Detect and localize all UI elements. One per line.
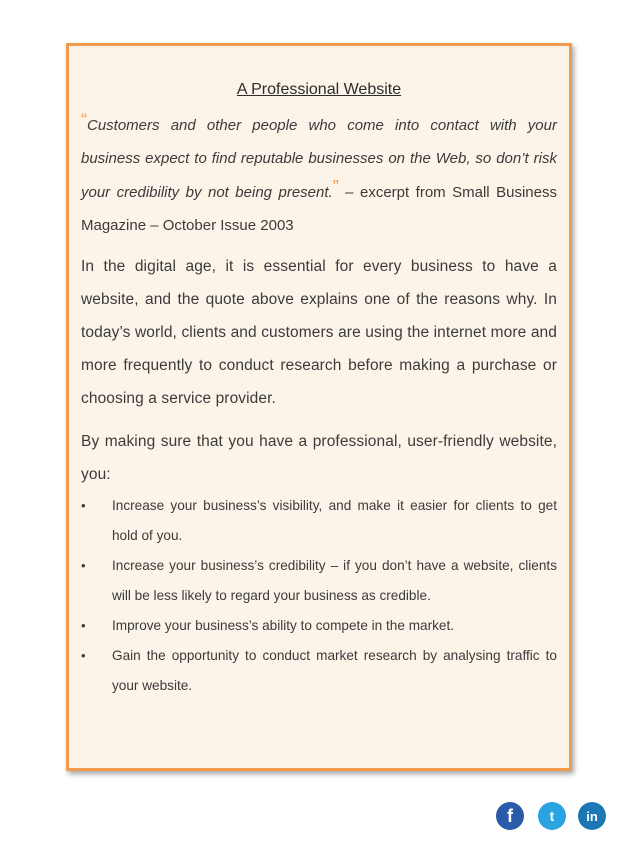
list-item-text: Increase your business’s visibility, and make it easier for clients to get hold of you. [112, 498, 557, 543]
list-item [81, 491, 557, 551]
facebook-glyph: f [507, 805, 513, 826]
bullet-icon: • [81, 648, 86, 663]
list-item [81, 641, 557, 701]
linkedin-icon[interactable] [578, 802, 606, 830]
quote-block [81, 108, 557, 242]
page-title: A Professional Website [236, 81, 402, 98]
linkedin-glyph: in [586, 808, 598, 824]
list-lead-paragraph: By making sure that you have a professional, user-friendly website, you: [81, 433, 557, 483]
open-quote-mark: “ [81, 110, 87, 130]
list-item-text: Increase your business’s credibility – if you don’t have a website, clients will be less likely to regard your business as credible. [112, 558, 557, 603]
twitter-icon[interactable] [538, 802, 566, 830]
facebook-icon[interactable] [496, 802, 524, 830]
intro-paragraph: In the digital age, it is essential for every business to have a website, and the quote above explains one of the reasons why. In today’s world, clients and customers are using the internet more and more frequently to conduct research before making a purchase or choosing a service provider. [81, 258, 557, 407]
quote-source: – excerpt from Small Business Magazine – October Issue 2003 [81, 184, 557, 234]
list-item [81, 611, 557, 641]
content-body [81, 80, 557, 701]
list-item [81, 551, 557, 611]
bullet-icon: • [81, 618, 86, 633]
bullet-icon: • [81, 558, 86, 573]
close-quote-mark: ” [332, 177, 339, 197]
twitter-glyph: t [549, 808, 555, 824]
list-item-text: Gain the opportunity to conduct market research by analysing traffic to your website. [112, 648, 557, 693]
quote-text: Customers and other people who come into contact with your business expect to find reputable businesses on the Web, so don’t risk your credibility by not being present. [81, 117, 557, 201]
list-item-text: Improve your business’s ability to compete in the market. [112, 618, 455, 633]
content-frame [66, 43, 572, 771]
benefits-list [81, 491, 557, 701]
bullet-icon: • [81, 498, 86, 513]
